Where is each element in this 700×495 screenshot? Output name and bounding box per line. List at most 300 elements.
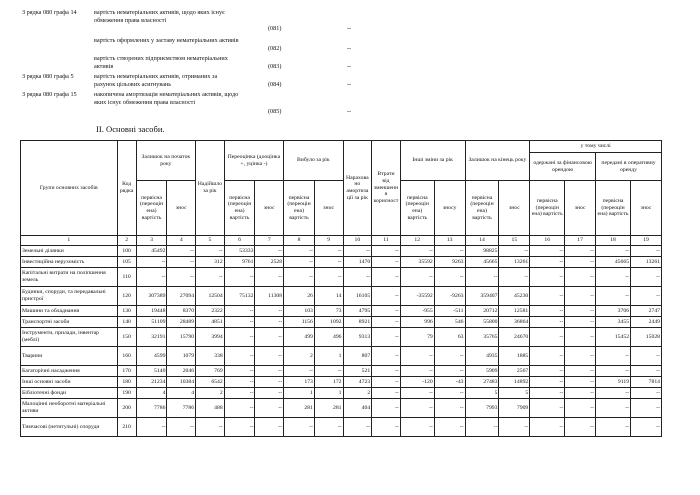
table-row: [21, 246, 662, 257]
table-cell: 2747: [631, 306, 662, 317]
row-code: 180: [117, 377, 136, 388]
table-cell: -511: [434, 306, 465, 317]
table-cell: --: [284, 366, 315, 377]
table-cell: --: [530, 257, 565, 268]
table-cell: --: [596, 268, 631, 287]
table-cell: 32191: [136, 328, 167, 347]
table-cell: 13261: [499, 257, 530, 268]
table-cell: --: [255, 399, 284, 418]
row-name: Капітальні витрати на поліпшення земель: [21, 268, 118, 287]
table-cell: --: [372, 399, 401, 418]
table-cell: 9263: [434, 257, 465, 268]
table-cell: --: [343, 268, 372, 287]
table-cell: 103: [284, 306, 315, 317]
table-cell: --: [255, 317, 284, 328]
header-initial: первісна (переоцін ена) вартість: [530, 181, 565, 236]
table-cell: 12581: [499, 306, 530, 317]
fixed-assets-table: [20, 140, 662, 437]
table-cell: --: [434, 388, 465, 399]
column-number: 18: [596, 236, 631, 246]
table-cell: 2: [284, 347, 315, 366]
table-cell: --: [596, 347, 631, 366]
table-cell: 4935: [465, 347, 499, 366]
table-cell: --: [255, 366, 284, 377]
table-cell: --: [530, 366, 565, 377]
header-initial: первісна (переоцін ена) вартість: [284, 181, 315, 236]
table-cell: 312: [196, 257, 225, 268]
column-number: 15: [499, 236, 530, 246]
header-initial: первісна (переоцін ена) вартість: [400, 181, 434, 236]
header-received: Надійшло за рік: [196, 141, 225, 236]
header-wear: знос: [167, 181, 196, 236]
table-cell: 4723: [343, 377, 372, 388]
table-cell: --: [434, 366, 465, 377]
row-name: Земельні ділянки: [21, 246, 118, 257]
table-cell: -9263: [434, 287, 465, 306]
table-cell: 98825: [465, 246, 499, 257]
table-cell: --: [565, 328, 596, 347]
header-wear: зносу: [434, 181, 465, 236]
table-cell: 3455: [596, 317, 631, 328]
header-wear: знос: [631, 181, 662, 236]
table-cell: 45492: [136, 246, 167, 257]
table-cell: 3994: [196, 328, 225, 347]
table-cell: --: [284, 268, 315, 287]
table-row: [21, 287, 662, 306]
table-cell: --: [530, 246, 565, 257]
note-desc: вартість оформлених у заставу нематеріальних активів: [94, 37, 239, 44]
header-group: Групи основних засобів: [21, 141, 118, 236]
table-cell: --: [596, 418, 631, 437]
table-cell: --: [565, 246, 596, 257]
table-cell: --: [631, 418, 662, 437]
row-code: 170: [117, 366, 136, 377]
table-cell: --: [434, 268, 465, 287]
table-cell: 24670: [499, 328, 530, 347]
row-code: 210: [117, 418, 136, 437]
note-code: (081): [268, 25, 282, 32]
table-cell: 5140: [136, 366, 167, 377]
header-including: у тому числі: [530, 141, 662, 153]
table-cell: 7909: [499, 399, 530, 418]
table-cell: --: [314, 418, 343, 437]
table-cell: 2528: [255, 257, 284, 268]
table-cell: 1156: [284, 317, 315, 328]
header-disposed: Вибуло за рік: [284, 141, 343, 181]
table-cell: 2567: [499, 366, 530, 377]
table-cell: --: [465, 268, 499, 287]
column-number: 13: [434, 236, 465, 246]
row-code: 120: [117, 287, 136, 306]
table-cell: 63: [434, 328, 465, 347]
note-desc: вартість нематеріальних активів, отриманих за рахунок цільових асигнувань: [94, 73, 218, 88]
table-cell: 521: [343, 366, 372, 377]
table-cell: 45665: [596, 257, 631, 268]
table-cell: 15452: [596, 328, 631, 347]
table-cell: 4: [136, 388, 167, 399]
table-cell: --: [631, 366, 662, 377]
header-initial: первісна (переоцін ена) вартість: [465, 181, 499, 236]
table-cell: --: [631, 388, 662, 399]
table-cell: --: [224, 347, 255, 366]
table-cell: 281: [314, 399, 343, 418]
table-cell: --: [224, 377, 255, 388]
column-numbers-row: [21, 236, 662, 246]
table-cell: --: [400, 366, 434, 377]
table-cell: -955: [400, 306, 434, 317]
row-name: Інструменти, прилади, інвентар (меблі): [21, 328, 118, 347]
table-cell: --: [196, 246, 225, 257]
column-number: 9: [314, 236, 343, 246]
column-number: 10: [343, 236, 372, 246]
table-cell: --: [284, 246, 315, 257]
table-cell: --: [372, 306, 401, 317]
table-cell: 14892: [499, 377, 530, 388]
table-cell: --: [224, 418, 255, 437]
table-row: [21, 347, 662, 366]
table-cell: 7786: [167, 399, 196, 418]
row-name: Інші основні засоби: [21, 377, 118, 388]
table-row: [21, 257, 662, 268]
table-cell: --: [224, 399, 255, 418]
header-begin: Залишок на початок року: [136, 141, 195, 181]
column-number: 6: [224, 236, 255, 246]
column-number: 1: [21, 236, 118, 246]
table-row: [21, 317, 662, 328]
table-cell: 15028: [631, 328, 662, 347]
table-cell: 55800: [465, 317, 499, 328]
table-cell: 35765: [465, 328, 499, 347]
table-cell: --: [565, 287, 596, 306]
table-cell: 28489: [167, 317, 196, 328]
header-initial: первісна (переоцін ена) вартість: [224, 181, 255, 236]
row-code: 150: [117, 328, 136, 347]
table-cell: 173: [284, 377, 315, 388]
table-cell: --: [255, 388, 284, 399]
row-name: Машини та обладнання: [21, 306, 118, 317]
table-cell: 21234: [136, 377, 167, 388]
note-code: (084): [268, 81, 282, 88]
table-cell: --: [224, 317, 255, 328]
table-cell: --: [530, 418, 565, 437]
header-operating-lease: передані в оперативну оренду: [596, 153, 662, 181]
table-cell: --: [530, 388, 565, 399]
table-cell: --: [400, 418, 434, 437]
column-number: 14: [465, 236, 499, 246]
table-row: [21, 306, 662, 317]
table-cell: --: [530, 347, 565, 366]
table-cell: 1: [314, 347, 343, 366]
table-cell: --: [530, 287, 565, 306]
table-cell: --: [372, 328, 401, 347]
table-cell: 172: [314, 377, 343, 388]
table-cell: 12504: [196, 287, 225, 306]
table-cell: --: [167, 268, 196, 287]
note-code: (083): [268, 63, 282, 70]
header-wear: знос: [499, 181, 530, 236]
table-cell: 2: [343, 388, 372, 399]
row-name: Тварини: [21, 347, 118, 366]
table-cell: 359407: [465, 287, 499, 306]
table-cell: --: [343, 418, 372, 437]
table-cell: 10384: [167, 377, 196, 388]
table-cell: --: [284, 257, 315, 268]
table-cell: -120: [400, 377, 434, 388]
table-cell: --: [136, 257, 167, 268]
table-cell: --: [372, 287, 401, 306]
table-cell: --: [314, 246, 343, 257]
header-wear: знос: [565, 181, 596, 236]
table-cell: --: [167, 257, 196, 268]
table-cell: --: [530, 328, 565, 347]
table-cell: 307389: [136, 287, 167, 306]
table-cell: 1885: [499, 347, 530, 366]
table-cell: 769: [196, 366, 225, 377]
table-cell: --: [372, 246, 401, 257]
table-cell: --: [565, 377, 596, 388]
table-cell: 26: [284, 287, 315, 306]
table-cell: --: [596, 366, 631, 377]
header-wear: знос: [314, 181, 343, 236]
table-cell: 1092: [314, 317, 343, 328]
table-cell: --: [224, 388, 255, 399]
table-cell: --: [631, 347, 662, 366]
table-cell: 75132: [224, 287, 255, 306]
table-cell: 488: [196, 399, 225, 418]
note-desc: вартість створених підприємством нематеріальних активів: [94, 55, 228, 70]
note-value: --: [347, 81, 352, 88]
row-code: 110: [117, 268, 136, 287]
row-code: 190: [117, 388, 136, 399]
table-cell: --: [596, 399, 631, 418]
table-cell: --: [255, 347, 284, 366]
column-number: 16: [530, 236, 565, 246]
table-cell: 546: [434, 317, 465, 328]
table-cell: --: [465, 418, 499, 437]
header-wear: знос: [255, 181, 284, 236]
header-initial: первісна (переоцін ена) вартість: [596, 181, 631, 236]
table-cell: --: [400, 268, 434, 287]
table-cell: --: [499, 418, 530, 437]
column-number: 11: [372, 236, 401, 246]
table-cell: --: [499, 268, 530, 287]
table-cell: 16105: [343, 287, 372, 306]
header-end: Залишок на кінець року: [465, 141, 530, 181]
table-cell: --: [400, 399, 434, 418]
table-cell: --: [596, 246, 631, 257]
table-cell: --: [565, 257, 596, 268]
table-cell: --: [314, 366, 343, 377]
row-name: Малоцінні необоротні матеріальні активи: [21, 399, 118, 418]
section-title: II. Основні засоби.: [96, 124, 165, 134]
table-cell: 35592: [400, 257, 434, 268]
table-cell: 53333: [224, 246, 255, 257]
row-code: 200: [117, 399, 136, 418]
table-cell: 7786: [136, 399, 167, 418]
table-cell: --: [343, 246, 372, 257]
table-cell: 1079: [167, 347, 196, 366]
table-cell: 51109: [136, 317, 167, 328]
table-cell: 79: [400, 328, 434, 347]
note-value: --: [347, 63, 352, 70]
row-code: 160: [117, 347, 136, 366]
note-code: (085): [268, 108, 282, 115]
table-cell: --: [372, 366, 401, 377]
table-cell: --: [434, 399, 465, 418]
table-cell: --: [372, 268, 401, 287]
table-row: [21, 366, 662, 377]
table-cell: 2322: [196, 306, 225, 317]
table-cell: --: [565, 418, 596, 437]
table-cell: --: [596, 388, 631, 399]
table-cell: 1470: [343, 257, 372, 268]
table-row: [21, 377, 662, 388]
header-other-changes: Інші зміни за рік: [400, 141, 465, 181]
row-code: 105: [117, 257, 136, 268]
header-amortization: Нарахова но амортиза ції за рік: [343, 141, 372, 236]
table-cell: 9313: [343, 328, 372, 347]
column-number: 3: [136, 236, 167, 246]
column-number: 5: [196, 236, 225, 246]
header-impairment: Втрати від зменшенн я корисност: [372, 141, 401, 236]
row-code: 100: [117, 246, 136, 257]
table-cell: -35592: [400, 287, 434, 306]
note-desc: вартість нематеріальних активів, щодо яких існує обмеження права власності: [94, 9, 225, 24]
table-cell: 27094: [167, 287, 196, 306]
table-cell: 15790: [167, 328, 196, 347]
table-cell: 8370: [167, 306, 196, 317]
table-cell: --: [530, 306, 565, 317]
table-cell: --: [255, 246, 284, 257]
column-number: 7: [255, 236, 284, 246]
table-cell: 6542: [196, 377, 225, 388]
table-cell: 9119: [596, 377, 631, 388]
table-cell: --: [255, 268, 284, 287]
column-number: 8: [284, 236, 315, 246]
column-number: 4: [167, 236, 196, 246]
table-cell: --: [314, 268, 343, 287]
table-cell: 807: [343, 347, 372, 366]
table-cell: --: [224, 328, 255, 347]
note-value: --: [347, 108, 352, 115]
table-cell: --: [530, 399, 565, 418]
table-cell: --: [434, 246, 465, 257]
table-cell: 7814: [631, 377, 662, 388]
table-cell: 4: [167, 388, 196, 399]
table-cell: --: [400, 246, 434, 257]
table-cell: --: [224, 306, 255, 317]
column-number: 17: [565, 236, 596, 246]
note-label: З рядка 080 графа 5: [22, 73, 74, 80]
row-name: Будинки, споруди, та передавальні пристрої: [21, 287, 118, 306]
header-code: Код рядка: [117, 141, 136, 236]
table-cell: 2046: [167, 366, 196, 377]
table-row: [21, 328, 662, 347]
table-cell: 4795: [343, 306, 372, 317]
table-cell: --: [196, 418, 225, 437]
table-cell: 1: [284, 388, 315, 399]
table-cell: --: [565, 347, 596, 366]
row-code: 130: [117, 306, 136, 317]
table-cell: --: [565, 317, 596, 328]
table-cell: --: [400, 388, 434, 399]
row-name: Тимчасові (нетитульні) споруди: [21, 418, 118, 437]
table-row: [21, 388, 662, 399]
table-cell: --: [631, 287, 662, 306]
table-cell: 20712: [465, 306, 499, 317]
table-cell: 27483: [465, 377, 499, 388]
note-value: --: [347, 45, 352, 52]
table-cell: 36864: [499, 317, 530, 328]
table-cell: --: [400, 347, 434, 366]
table-cell: --: [631, 399, 662, 418]
note-value: --: [347, 25, 352, 32]
table-cell: 5: [499, 388, 530, 399]
table-cell: --: [372, 388, 401, 399]
table-cell: --: [565, 268, 596, 287]
table-row: [21, 399, 662, 418]
column-number: 2: [117, 236, 136, 246]
row-name: Інвестиційна нерухомість: [21, 257, 118, 268]
table-cell: 4851: [196, 317, 225, 328]
table-cell: --: [255, 418, 284, 437]
table-cell: 7993: [465, 399, 499, 418]
table-cell: --: [167, 246, 196, 257]
table-cell: --: [136, 268, 167, 287]
table-cell: 14: [314, 287, 343, 306]
table-cell: --: [284, 418, 315, 437]
table-cell: --: [372, 347, 401, 366]
table-cell: --: [631, 246, 662, 257]
table-cell: --: [565, 399, 596, 418]
table-cell: --: [224, 268, 255, 287]
table-cell: --: [196, 268, 225, 287]
table-cell: 9761: [224, 257, 255, 268]
note-label: З рядка 080 графа 14: [22, 9, 77, 16]
table-row: [21, 418, 662, 437]
table-cell: --: [499, 246, 530, 257]
table-cell: --: [434, 347, 465, 366]
table-cell: 404: [343, 399, 372, 418]
table-cell: --: [167, 418, 196, 437]
row-name: Бібліотечні фонди: [21, 388, 118, 399]
note-code: (082): [268, 45, 282, 52]
table-cell: --: [631, 268, 662, 287]
table-cell: 13261: [631, 257, 662, 268]
table-row: [21, 268, 662, 287]
table-cell: --: [255, 377, 284, 388]
table-cell: 1: [314, 388, 343, 399]
table-cell: --: [530, 268, 565, 287]
table-cell: --: [314, 257, 343, 268]
table-cell: --: [372, 317, 401, 328]
row-name: Багаторічні насадження: [21, 366, 118, 377]
table-cell: 3706: [596, 306, 631, 317]
row-name: Транспортні засоби: [21, 317, 118, 328]
table-cell: 338: [196, 347, 225, 366]
table-cell: --: [372, 418, 401, 437]
table-cell: 496: [314, 328, 343, 347]
row-code: 140: [117, 317, 136, 328]
column-number: 19: [631, 236, 662, 246]
table-cell: --: [434, 418, 465, 437]
table-cell: --: [255, 328, 284, 347]
table-cell: 73: [314, 306, 343, 317]
table-cell: 11308: [255, 287, 284, 306]
table-cell: 2449: [631, 317, 662, 328]
table-cell: 8921: [343, 317, 372, 328]
table-cell: 5909: [465, 366, 499, 377]
